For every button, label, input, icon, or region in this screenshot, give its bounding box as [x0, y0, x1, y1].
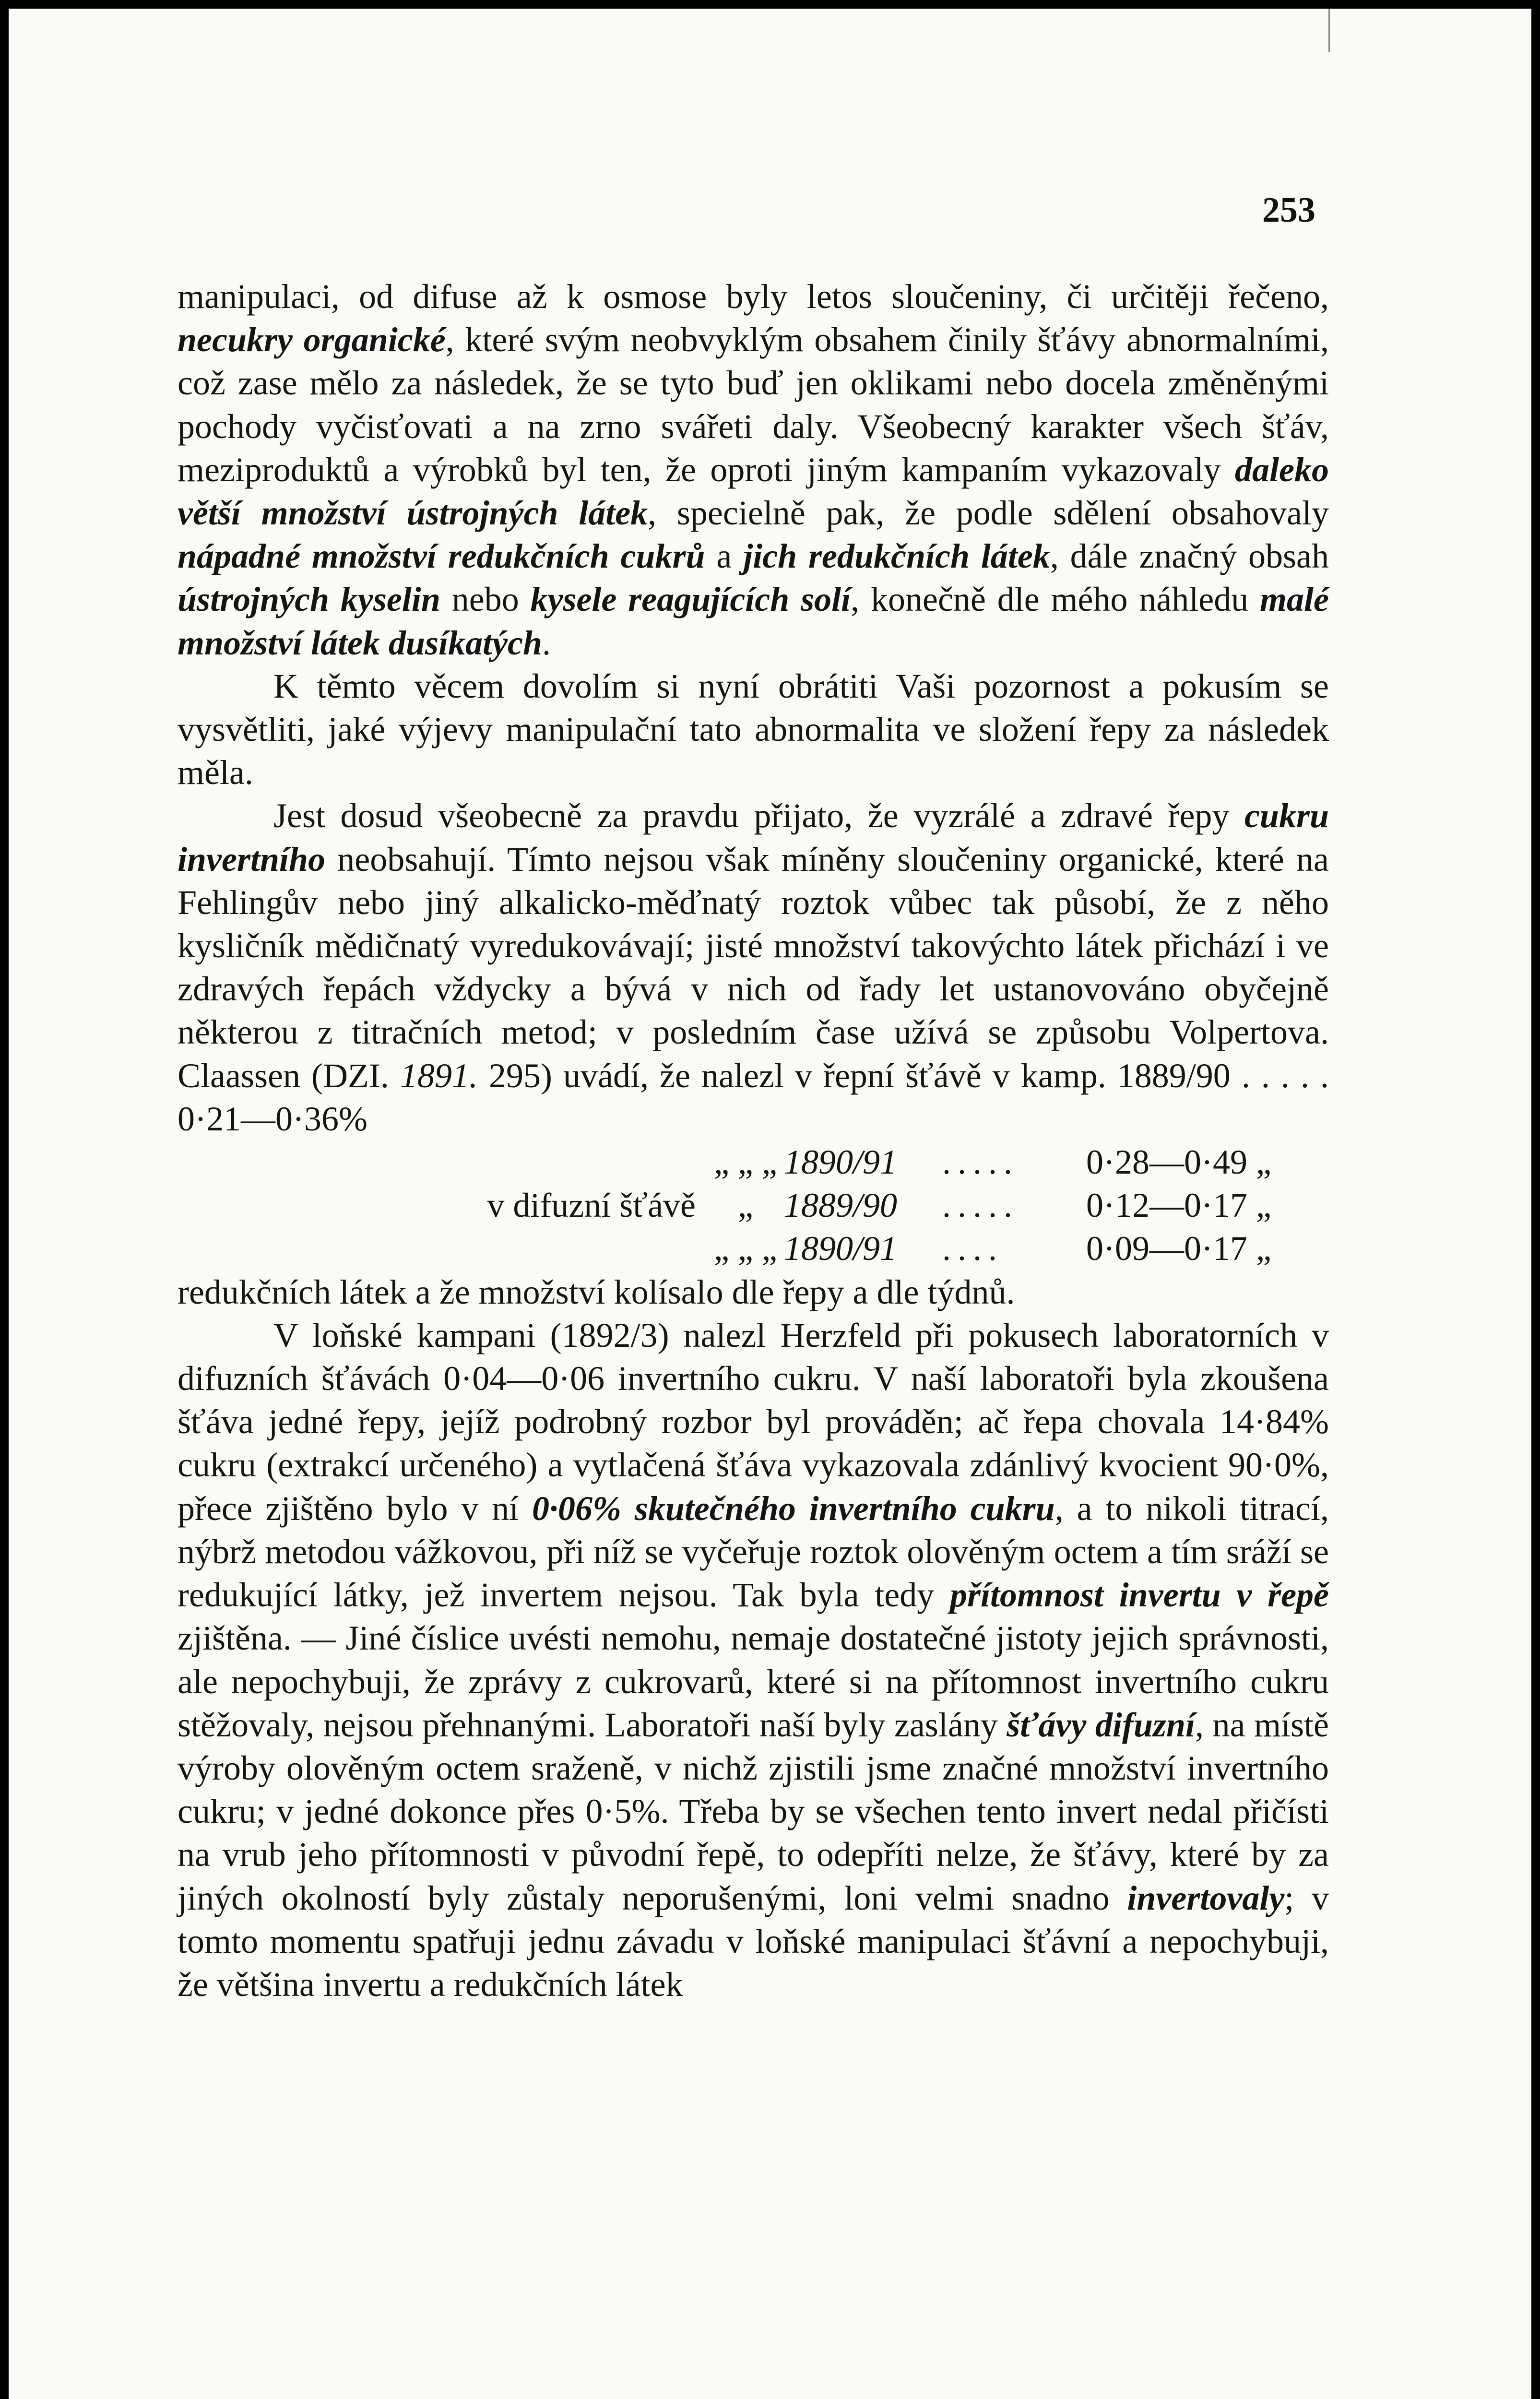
season: 1890/91 [784, 1143, 898, 1182]
paragraph-4-text: zjištěna. — Jiné číslice uvésti nemohu, nemaje dostatečné jistoty jejich správnosti, ale nepochybuji, že zprávy z cukrovarů, které si na přítomnost invertního cukru stěžovaly, nejsou přehnanými. Laboratoři naší byly zaslány [178, 1619, 1329, 1744]
leader-dots: .... [942, 1229, 1004, 1268]
emphasis-skutecny-invert: 0·06% skutečného invertního cukru [532, 1489, 1055, 1528]
paragraph-1-text: nebo [440, 580, 531, 619]
measurement-table [178, 1140, 1329, 1271]
emphasis-cukr-invertni: cukru invertního [178, 796, 1329, 879]
ditto-marks: „ „ „ [714, 1143, 777, 1182]
paragraph-4-text: V loňské kampani (1892/3) nalezl Herzfeld při pokusech laboratorních v difuzních šťávách 0·04—0·06 invertního cukru. V naší laboratoři byla zkoušena šťáva jedné řepy, jejíž podrobný rozbor byl prováděn; ač řepa chovala 14·84% cukru (extrakcí určeného) a vytlačená šťáva vykazovala zdánlivý kvocient 90·0%, přece zjištěno bylo v ní [178, 1316, 1329, 1528]
leader-dots: ..... [942, 1143, 1019, 1182]
emphasis-ustrojne-kyseliny: ústrojných kyselin [178, 580, 440, 619]
emphasis-ustrojne-latky: daleko větší množství ústrojných látek [178, 450, 1329, 533]
paragraph-1-text: . [542, 623, 551, 662]
paragraph-4-text: , a to nikoli titrací, nýbrž metodou vážkovou, při níž se vyčeřuje roztok olověným octem a tím sráží se redukující látky, jež invertem nejsou. Tak byla tedy [178, 1489, 1329, 1615]
citation-year: 1891. [400, 1056, 478, 1095]
emphasis-necukry: necukry organické [178, 321, 446, 359]
paragraph-2: K těmto věcem dovolím si nyní obrátiti Vaši pozornost a pokusím se vysvětliti, jaké výjevy manipulační tato abnormalita ve složení řepy za následek měla. [178, 666, 1329, 792]
paragraph-1-text: , specielně pak, že podle sdělení obsahovaly [648, 494, 1329, 533]
row-label [178, 1140, 707, 1184]
emphasis-dusikate-latky: malé množství látek dusíkatých [178, 580, 1329, 662]
page-number: 253 [1262, 190, 1315, 230]
emphasis-pritomnost-invertu: přítomnost invertu v řepě [949, 1576, 1329, 1615]
book-page [9, 9, 1531, 2399]
paragraph-3-text: neobsahují. Tímto nejsou však míněny sloučeniny organické, které na Fehlingův nebo jiný alkalicko-měďnatý roztok vůbec tak působí, že z něho kysličník mědičnatý vyredukovávají; jisté množství takovýchto látek přichází i ve zdravých řepách vždycky a bývá v nich od řady let ustanovováno obyčejně některou z titračních metod; v posledním čase užívá se způsobu Volpertova. Claassen (DZI. [178, 840, 1329, 1095]
emphasis-redukcni-latky: jich redukčních látek [743, 537, 1050, 576]
paragraph-3-text: 295) uvádí, že nalezl v řepní šťávě v kamp. 1889/90 . . . . . 0·21—0·36% [178, 1056, 1329, 1138]
season: 1889/90 [784, 1186, 898, 1225]
table-row [178, 1227, 1329, 1270]
paragraph-4-text: ; v tomto momentu spatřuji jednu závadu v loňské manipulaci šťávní a nepochybuji, že většina invertu a redukčních látek [178, 1878, 1329, 2004]
row-label: v difuzní šťávě [487, 1186, 696, 1225]
body-text [178, 275, 1329, 2006]
paragraph-1-text: , dále značný obsah [1050, 537, 1329, 576]
emphasis-redukcni-cukry: nápadné množství redukčních cukrů [178, 537, 705, 576]
emphasis-stavy-difuzni: šťávy difuzní [1007, 1705, 1196, 1744]
value-range: 0·12—0·17 „ [1086, 1186, 1271, 1225]
paragraph-4 [178, 1314, 1329, 2006]
table-row [178, 1140, 1329, 1184]
paragraph-1-text: , konečně dle mého náhledu [851, 580, 1260, 619]
table-row [178, 1184, 1329, 1227]
row-label [178, 1227, 707, 1270]
paragraph-1-text: , které svým neobvyklým obsahem činily šťávy abnormalními, což zase mělo za následek, že se tyto buď jen oklikami nebo docela změněnými pochody vyčisťovati a na zrno svářeti daly. Všeobecný karakter všech šťáv, meziproduktů a výrobků byl ten, že oproti jiným kampaním vykazovaly [178, 321, 1329, 489]
paragraph-3 [178, 794, 1329, 1140]
value-range: 0·28—0·49 „ [1086, 1143, 1271, 1182]
paragraph-1-text: manipulaci, od difuse až k osmose byly letos sloučeniny, či určitěji řečeno, [178, 277, 1329, 316]
leader-dots: ..... [942, 1186, 1019, 1225]
value-range: 0·09—0·17 „ [1086, 1229, 1271, 1268]
paragraph-1-text: a [705, 537, 744, 576]
page-crease-mark [1328, 9, 1330, 52]
emphasis-kysele-soli: kysele reagujících solí [530, 580, 851, 619]
paragraph-3-text: Jest dosud všeobecně za pravdu přijato, že vyzrálé a zdravé řepy [273, 796, 1244, 835]
paragraph-4-text: , na místě výroby olověným octem sraženě, v nichž zjistili jsme značné množství invertního cukru; v jedné dokonce přes 0·5%. Třeba by se všechen tento invert nedal přičísti na vrub jeho přítomnosti v původní řepě, to odepříti nelze, že šťávy, které by za jiných okolností byly zůstaly neporušenými, loni velmi snadno [178, 1705, 1329, 1917]
ditto-marks: „ „ „ [714, 1229, 777, 1268]
ditto-marks: „ [738, 1186, 753, 1225]
table-continuation: redukčních látek a že množství kolísalo dle řepy a dle týdnů. [178, 1272, 1015, 1311]
paragraph-1 [178, 275, 1329, 665]
emphasis-invertovaly: invertovaly [1127, 1878, 1285, 1917]
season: 1890/91 [784, 1229, 898, 1268]
